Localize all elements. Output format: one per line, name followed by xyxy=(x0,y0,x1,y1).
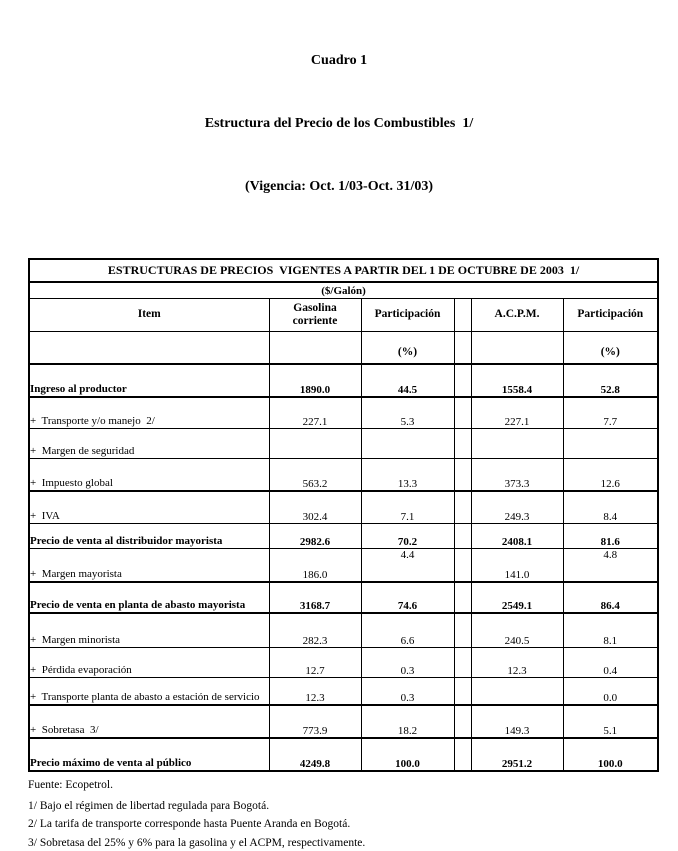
cell-participacion-acpm-value: 5.1 xyxy=(563,705,658,738)
document-title-block xyxy=(0,8,678,239)
cell-acpm-value: 249.3 xyxy=(471,491,563,523)
cell-participacion-gasolina-value: 70.2 xyxy=(361,523,454,548)
footnote-1: 1/ Bajo el régimen de libertad regulada para Bogotá. xyxy=(28,800,270,812)
cell-participacion-gasolina-value: 13.3 xyxy=(361,458,454,491)
cell-participacion-acpm-value: 12.6 xyxy=(563,458,658,491)
pct-label-acpm: (%) xyxy=(563,332,658,365)
cell-acpm-value: 2549.1 xyxy=(471,582,563,613)
cell-participacion-acpm-value xyxy=(563,428,658,458)
cell-participacion-gasolina-value: 6.6 xyxy=(361,613,454,647)
spacer-cell xyxy=(454,738,471,771)
cell-item-label: + Margen de seguridad xyxy=(29,428,269,458)
cell-acpm-value xyxy=(471,428,563,458)
spacer-cell xyxy=(454,364,471,397)
cell-item-label: + IVA xyxy=(29,491,269,523)
cell-participacion-acpm-value: 7.7 xyxy=(563,397,658,428)
column-header-item: Item xyxy=(29,299,269,332)
cell-item-label: + Transporte y/o manejo 2/ xyxy=(29,397,269,428)
table-row xyxy=(29,677,658,705)
cell-participacion-acpm-value: 8.1 xyxy=(563,613,658,647)
footnote-3: 3/ Sobretasa del 25% y 6% para la gasolina y el ACPM, respectivamente. xyxy=(28,837,366,849)
cell-participacion-gasolina-value: 4.4 xyxy=(361,548,454,582)
cell-participacion-gasolina-value: 5.3 xyxy=(361,397,454,428)
spacer-cell xyxy=(454,705,471,738)
cell-item-label: Ingreso al productor xyxy=(29,364,269,397)
cell-participacion-gasolina-value: 18.2 xyxy=(361,705,454,738)
cell-gasolina-value: 186.0 xyxy=(269,548,361,582)
cell-participacion-acpm-value: 52.8 xyxy=(563,364,658,397)
cell-gasolina-value: 4249.8 xyxy=(269,738,361,771)
spacer-cell xyxy=(454,613,471,647)
spacer-cell xyxy=(454,582,471,613)
cell-gasolina-value: 1890.0 xyxy=(269,364,361,397)
cell-acpm-value: 227.1 xyxy=(471,397,563,428)
cell-gasolina-value: 282.3 xyxy=(269,613,361,647)
spacer-column-header xyxy=(454,299,471,332)
table-banner-row xyxy=(29,259,658,282)
cell-participacion-acpm-value: 86.4 xyxy=(563,582,658,613)
unit-label: ($/Galón) xyxy=(29,282,658,299)
cell-acpm-value: 1558.4 xyxy=(471,364,563,397)
cell-acpm-value: 12.3 xyxy=(471,647,563,677)
table-row xyxy=(29,647,658,677)
table-row xyxy=(29,364,658,397)
column-header-participacion-acpm: Participación xyxy=(563,299,658,332)
cell-acpm-value: 2408.1 xyxy=(471,523,563,548)
unit-row xyxy=(29,282,658,299)
spacer-cell xyxy=(454,332,471,365)
cell-acpm-value: 373.3 xyxy=(471,458,563,491)
spacer-cell xyxy=(454,523,471,548)
cell-item-label: + Pérdida evaporación xyxy=(29,647,269,677)
cell-participacion-gasolina-value: 44.5 xyxy=(361,364,454,397)
cell-acpm-value: 240.5 xyxy=(471,613,563,647)
cell-acpm-value: 149.3 xyxy=(471,705,563,738)
table-row xyxy=(29,491,658,523)
cell-participacion-acpm-value: 0.0 xyxy=(563,677,658,705)
cell-acpm-value: 2951.2 xyxy=(471,738,563,771)
column-header-gasolina-corriente: Gasolina corriente xyxy=(269,299,361,332)
table-body xyxy=(29,364,658,771)
table-row xyxy=(29,548,658,582)
cell-participacion-gasolina-value: 7.1 xyxy=(361,491,454,523)
table-row xyxy=(29,523,658,548)
cell-participacion-gasolina-value: 100.0 xyxy=(361,738,454,771)
subheader-acpm-empty xyxy=(471,332,563,365)
spacer-cell xyxy=(454,647,471,677)
pct-label-gasolina: (%) xyxy=(361,332,454,365)
cell-acpm-value: 141.0 xyxy=(471,548,563,582)
cell-participacion-gasolina-value: 0.3 xyxy=(361,647,454,677)
spacer-cell xyxy=(454,458,471,491)
table-row xyxy=(29,613,658,647)
cell-gasolina-value: 302.4 xyxy=(269,491,361,523)
spacer-cell xyxy=(454,677,471,705)
subheader-item-empty xyxy=(29,332,269,365)
cell-acpm-value xyxy=(471,677,563,705)
cell-item-label: + Margen mayorista xyxy=(29,548,269,582)
spacer-cell xyxy=(454,397,471,428)
cell-participacion-acpm-value: 8.4 xyxy=(563,491,658,523)
validity-subtitle: (Vigencia: Oct. 1/03-Oct. 31/03) xyxy=(244,179,434,194)
cell-gasolina-value: 773.9 xyxy=(269,705,361,738)
main-title: Estructura del Precio de los Combustibles 1/ xyxy=(204,116,474,131)
footnotes-block xyxy=(28,778,678,851)
spacer-cell xyxy=(454,548,471,582)
subheader-gasolina-empty xyxy=(269,332,361,365)
table-banner: ESTRUCTURAS DE PRECIOS VIGENTES A PARTIR DEL 1 DE OCTUBRE DE 2003 1/ xyxy=(29,259,658,282)
price-structure-table xyxy=(28,258,659,772)
cell-participacion-acpm-value: 4.8 xyxy=(563,548,658,582)
cell-item-label: + Margen minorista xyxy=(29,613,269,647)
source-note: Fuente: Ecopetrol. xyxy=(28,779,113,791)
cell-item-label: + Impuesto global xyxy=(29,458,269,491)
table-number-title: Cuadro 1 xyxy=(310,53,368,68)
spacer-cell xyxy=(454,491,471,523)
cell-item-label: Precio máximo de venta al público xyxy=(29,738,269,771)
cell-gasolina-value xyxy=(269,428,361,458)
table-row xyxy=(29,738,658,771)
cell-participacion-acpm-value: 100.0 xyxy=(563,738,658,771)
cell-participacion-acpm-value: 0.4 xyxy=(563,647,658,677)
cell-participacion-acpm-value: 81.6 xyxy=(563,523,658,548)
cell-gasolina-value: 227.1 xyxy=(269,397,361,428)
cell-gasolina-value: 2982.6 xyxy=(269,523,361,548)
column-header-acpm: A.C.P.M. xyxy=(471,299,563,332)
cell-participacion-gasolina-value: 74.6 xyxy=(361,582,454,613)
cell-participacion-gasolina-value: 0.3 xyxy=(361,677,454,705)
cell-item-label: + Sobretasa 3/ xyxy=(29,705,269,738)
spacer-cell xyxy=(454,428,471,458)
table-row xyxy=(29,428,658,458)
cell-gasolina-value: 3168.7 xyxy=(269,582,361,613)
cell-gasolina-value: 12.7 xyxy=(269,647,361,677)
table-row xyxy=(29,582,658,613)
table-row xyxy=(29,458,658,491)
cell-item-label: + Transporte planta de abasto a estación de servicio xyxy=(29,677,269,705)
document-page xyxy=(0,8,678,849)
cell-item-label: Precio de venta al distribuidor mayorista xyxy=(29,523,269,548)
footnote-2: 2/ La tarifa de transporte corresponde hasta Puente Aranda en Bogotá. xyxy=(28,818,351,830)
column-header-row xyxy=(29,299,658,332)
table-row xyxy=(29,705,658,738)
cell-gasolina-value: 563.2 xyxy=(269,458,361,491)
cell-participacion-gasolina-value xyxy=(361,428,454,458)
percent-subheader-row xyxy=(29,332,658,365)
table-row xyxy=(29,397,658,428)
column-header-participacion-gasolina: Participación xyxy=(361,299,454,332)
cell-gasolina-value: 12.3 xyxy=(269,677,361,705)
cell-item-label: Precio de venta en planta de abasto mayorista xyxy=(29,582,269,613)
